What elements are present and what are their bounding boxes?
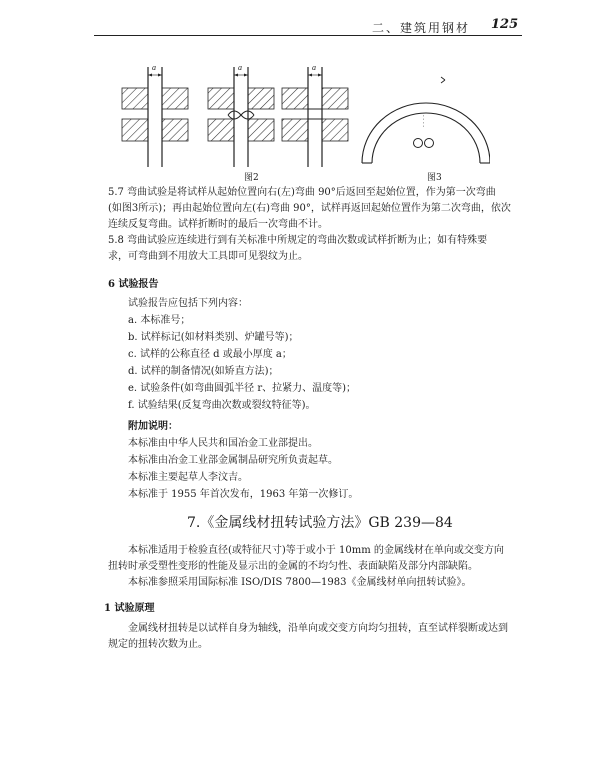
clause-5-7-line-2: (如图3所示)；再由起始位置向左(右)弯曲 90°，试样再返回起始位置作为第二次弯曲，依次: [108, 203, 511, 214]
clause-5-8-line-2: 求，可弯曲到不用放大工具即可见裂纹为止。: [108, 251, 308, 262]
figure-2-caption: 图2: [244, 173, 259, 183]
fig2-fixture-2: [208, 67, 274, 167]
fig3-bent-specimen: [362, 77, 490, 163]
principle-line-2: 规定的扭转次数为止。: [108, 639, 208, 650]
fig2-fixture-3: [282, 67, 348, 167]
note-line: 本标准由冶金工业部金属制品研究所负责起草。: [128, 455, 338, 466]
clause-5-8: [108, 233, 528, 265]
standard-7-title: 7.《金属线材扭转试验方法》GB 239—84: [187, 515, 453, 531]
section-6-body: [128, 295, 528, 414]
report-item: c. 试样的公称直径 d 或最小厚度 a；: [128, 349, 292, 360]
clause-5-8-line-1: 5.8 弯曲试验应连续进行到有关标准中所规定的弯曲次数或试样折断为止；如有特殊要: [108, 235, 488, 246]
principle-text: [108, 621, 528, 653]
standard-7-intro-line-2: 扭转时承受塑性变形的性能及显示出的金属的不均匀性、表面缺陷及部分内部缺陷。: [108, 561, 478, 572]
section-1-heading: 1 试验原理: [104, 603, 155, 614]
header-section-title: 二、建筑用钢材: [372, 21, 471, 35]
standard-7-intro-line-1: 本标准适用于检验直径(或特征尺寸)等于或小于 10mm 的金属线材在单向或交变方向: [128, 545, 504, 556]
section-6-heading: 6 试验报告: [108, 279, 159, 290]
dimension-label-2: a: [238, 63, 242, 72]
page-number: 125: [491, 17, 519, 32]
figure-3-caption: 图3: [427, 173, 442, 183]
note-line: 本标准由中华人民共和国冶金工业部提出。: [128, 438, 318, 449]
section-6-intro: 试验报告应包括下列内容：: [128, 298, 248, 309]
dimension-label-3: a: [312, 63, 316, 72]
fig2-fixture-1: [122, 67, 188, 167]
standard-7-intro-line-3: 本标准参照采用国际标准 ISO/DIS 7800—1983《金属线材单向扭转试验》。: [128, 577, 472, 588]
report-item: d. 试样的制备情况(如矫直方法)；: [128, 366, 279, 377]
report-item: f. 试验结果(反复弯曲次数或裂纹特征等)。: [128, 400, 316, 411]
note-line: 本标准于 1955 年首次发布，1963 年第一次修订。: [128, 489, 359, 500]
additional-notes-heading: 附加说明：: [128, 421, 178, 432]
clause-5-7-line-3: 连续反复弯曲。试样折断时的最后一次弯曲不计。: [108, 219, 328, 230]
header-rule: [94, 35, 522, 36]
report-item: b. 试样标记(如材料类别、炉罐号等)；: [128, 332, 299, 343]
figure-bend-test-diagrams: [110, 55, 490, 175]
clause-5-7-line-1: 5.7 弯曲试验是将试样从起始位置向右(左)弯曲 90°后返回至起始位置，作为第一次弯曲: [108, 187, 496, 198]
note-line: 本标准主要起草人李汶吉。: [128, 472, 248, 483]
clause-5-7: [108, 185, 528, 233]
standard-7-intro: [108, 543, 528, 591]
report-item: e. 试验条件(如弯曲圆弧半径 r、拉紧力、温度等)；: [128, 383, 357, 394]
additional-notes: [128, 418, 528, 503]
report-item: a. 本标准号；: [128, 315, 191, 326]
principle-line-1: 金属线材扭转是以试样自身为轴线，沿单向或交变方向均匀扭转，直至试样裂断或达到: [128, 623, 508, 634]
dimension-label-1: a: [152, 63, 156, 72]
